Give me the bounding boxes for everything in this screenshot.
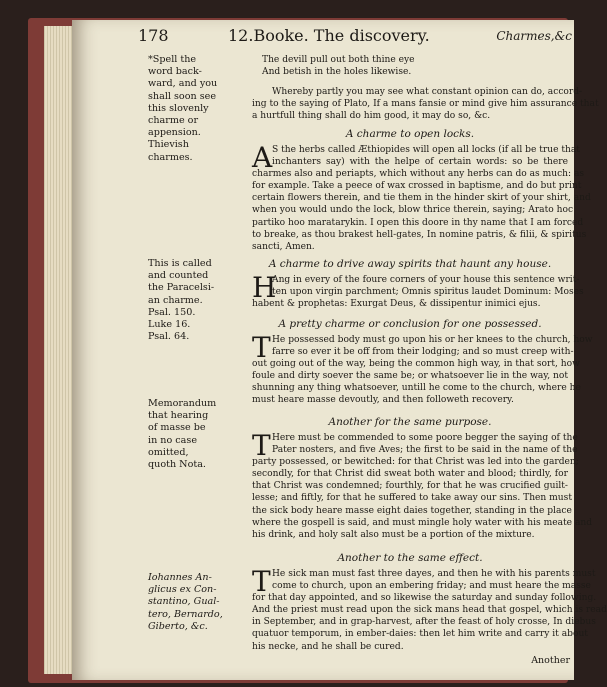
section-body [252,331,593,407]
drop-cap: T [252,565,271,598]
text-line: his drink, and holy salt also must be a portion of the mixture. [252,529,535,540]
margin-line: appension. [148,127,201,139]
text-line: where the gospell is said, and must mingle holy water with his meate and [252,517,593,528]
text-line: his necke, and he shall be cured. [252,641,404,652]
margin-line: tero, Bernardo, [148,608,223,620]
section-body [252,565,607,653]
verse [262,54,578,78]
text-line: that Christ was condemned; fourthly, for that he was crucified guilt- [252,481,568,492]
margin-line: word back- [148,66,202,78]
margin-line: Thievish [148,139,189,151]
page-number: 178 [138,26,169,45]
margin-line: This is called [148,258,212,269]
margin-line: the Paracelsi- [148,282,215,294]
text-line: certain flowers therein, and tie them in the hinder skirt of your shirt, and [252,193,591,204]
section-heading: A pretty charme or conclusion for one possessed. [278,318,542,330]
drop-cap: H [252,271,277,304]
text-line: for example. Take a peece of wax crossed in baptisme, and do but print [252,181,582,192]
section-body [252,429,593,541]
text-line: inchanters say) with the helpe of certain words: so be there [272,157,568,168]
margin-note-spell [148,54,217,164]
verse-line: The devill pull out both thine eye [262,55,415,65]
text-line: Pater nosters, and five Aves; the first to be said in the name of the [272,445,578,456]
section-heading: Another to the same effect. [337,552,483,564]
margin-line: shall soon see [148,90,216,102]
margin-line: Luke 16. [148,319,191,331]
text-line: S the herbs called Æthiopides will open all locks (if all be true that [272,145,580,155]
drop-cap: T [252,331,271,364]
drop-cap: T [252,429,271,462]
margin-line: stantino, Gual- [148,596,220,608]
drop-cap: A [252,141,273,174]
section-heading: A charme to open locks. [345,128,475,140]
margin-line: of masse be [148,422,206,434]
text-line: He possessed body must go upon his or her knees to the church, how [272,335,593,345]
margin-note-paracelsian [148,258,214,343]
margin-line: an charme. [148,294,203,306]
text-line: shunning any thing whatsoever, untill he come to the church, where he [252,383,581,394]
margin-line: this slovenly [148,102,209,114]
page-edges [44,26,74,674]
text-line: foule and dirty soever the same be; or whatsoever lie in the way, not [252,371,568,382]
section-heading: A charme to drive away spirits that haunt any house. [268,258,552,270]
running-head: 12.Booke. The discovery. [228,26,430,45]
margin-line: charme or [148,115,199,127]
margin-line: that hearing [148,410,209,422]
text-line: partiko hoo maratarykin. I open this doore in thy name that I am forced [252,217,584,228]
verse-line: And betish in the holes likewise. [262,67,412,78]
margin-line: in no case [148,434,197,446]
margin-line: Psal. 64. [148,331,190,343]
text-line: out going out of the way, being the common high way, in that sort, how [252,359,580,370]
margin-line: *Spell the [148,54,197,65]
text-line: habent & prophetas: Exurgat Deus, & dissipentur inimici ejus. [252,299,541,310]
text-line: party possessed, or bewitched: for that Christ was led into the garden; [252,457,579,468]
margin-line: quoth Nota. [148,459,206,471]
margin-line: Iohannes An- [148,572,212,583]
margin-note-memorandum [148,398,216,471]
text-line: quatuor temporum, in ember-daies: then let him write and carry it about [252,629,588,640]
text-line: come to church, upon an embering friday; and must heare the masse [272,581,591,592]
running-head-tag: Charmes,&c [496,29,572,43]
margin-line: and counted [148,270,209,282]
section-heading: Another for the same purpose. [328,416,492,428]
text-line: in September, and in grap-harvest, after the feast of holy crosse, In diebus [252,617,596,628]
text-line: Ang in every of the foure corners of your house this sentence writ- [272,275,580,285]
text-line: ing to the saying of Plato, If a mans fansie or mind give him assurance that [252,99,599,110]
margin-line: Giberto, &c. [148,620,208,632]
text-line: lesse; and fiftly, for that he suffered to take away our sins. Then must [252,493,572,504]
text-line: sancti, Amen. [252,241,315,252]
text-line: a hurtfull thing shall do him good, it may do so, &c. [252,111,491,122]
text-line: the sick body heare masse eight daies together, standing in the place [252,505,572,516]
margin-line: ward, and you [148,78,218,90]
text-line: He sick man must fast three dayes, and then he with his parents must [272,569,596,579]
margin-line: Psal. 150. [148,306,196,318]
margin-line: Memorandum [148,398,217,409]
margin-line: charmes. [148,151,193,163]
book-page [72,20,607,680]
text-line: charmes also and periapts, which without any herbs can do as much: as [252,169,585,180]
text-line: must heare masse devoutly, and then followeth recovery. [252,395,514,406]
text-line: to breake, as thou brakest hell-gates, In nomine patris, & filii, & spiritus [252,229,587,240]
margin-note-sources [148,572,223,633]
margin-line: omitted, [148,446,189,458]
text-line: Whereby partly you may see what constant opinion can do, accord- [272,87,583,97]
text-line: when you would undo the lock, blow thrice therein, saying; Arato hoc [252,205,574,216]
text-line: for that day appointed, and so likewise the saturday and sunday following. [252,593,597,604]
margin-line: glicus ex Con- [148,584,217,596]
catchword: Another [531,655,570,666]
text-line: secondly, for that Christ did sweat both water and blood; thirdly, for [252,469,568,480]
section-body [252,141,591,253]
text-line: Here must be commended to some poore begger the saying of the [272,433,578,443]
intro-paragraph [252,86,599,122]
text-line: farre so ever it be off from their lodging; and so must creep with- [272,347,574,358]
text-line: And the priest must read upon the sick mans head that gospel, which is read [252,605,607,616]
section-body [252,271,584,310]
text-line: ten upon virgin parchment; Omnis spiritus laudet Dominum: Moses [272,287,584,298]
